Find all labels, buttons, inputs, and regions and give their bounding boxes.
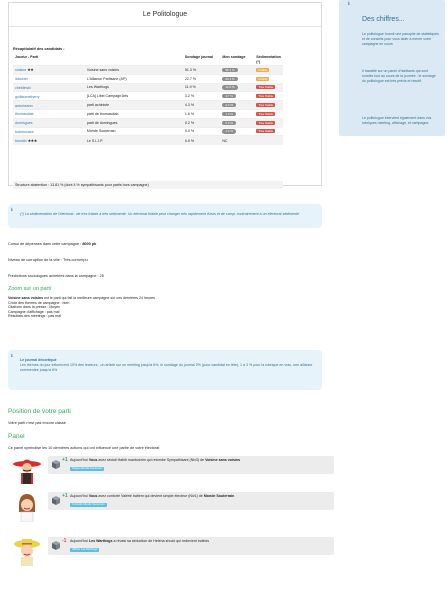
mon-sondage-cell	[220, 109, 254, 118]
sedimentation-cell	[254, 83, 283, 92]
cube-icon	[52, 541, 60, 550]
table-row	[13, 127, 283, 136]
sedimentation-badge: Très friable	[258, 111, 274, 116]
player-link[interactable]: guillaumetherry	[15, 94, 40, 99]
cube-icon	[52, 460, 60, 469]
mon-sondage-pill: 4.7 %	[222, 94, 236, 98]
position-text: Votre parti n'est pas encore classé	[8, 421, 66, 425]
table-row	[13, 136, 283, 145]
mon-sondage-cell	[220, 66, 254, 75]
table-row	[13, 109, 283, 118]
player-cell	[13, 109, 85, 118]
corruption-line: Niveau de corruption de la ville : Très corrompu	[8, 258, 88, 262]
player-link[interactable]: bubmovaxe	[15, 129, 34, 134]
panel-event	[48, 537, 334, 555]
event-text: Aujourd'hui Vous avez conforté Valérie bafiem qui devient simple électeur (Niv1) de Monde Souterrain	[70, 494, 235, 498]
abstention-row: Structure abstention : 13.81 % (dont 4 % sympathisants pour partis hors campagne)	[13, 181, 283, 189]
mon-sondage-pill: 2.0 %	[222, 103, 236, 107]
position-heading: Position de votre parti	[8, 408, 71, 415]
sondage-cell: 0.2 %	[183, 118, 220, 127]
player-link[interactable]: domingues	[15, 121, 33, 126]
sidebar-title: Des chiffres...	[362, 16, 405, 23]
party-cell: parti de domingues	[85, 118, 183, 127]
sedimentation-text: (*) La sédimentation de l'électorat : de très friable à très sédimenté. Un électorat friable peut changer très rapidement d'avis et de camp, contrairement à un électorat sédimenté	[20, 212, 300, 216]
table-row	[13, 92, 283, 101]
event-tag: Curiosité Monde Souterrain	[72, 503, 105, 506]
zoom-line-4: Campagne d'affichage : pas mal	[8, 309, 60, 314]
zoom-line-2: Choix des themes de campagne : bien	[8, 300, 70, 305]
sedimentation-cell	[254, 74, 283, 83]
player-link[interactable]: biondin	[15, 139, 27, 144]
table-row	[13, 83, 283, 92]
cumul-line: Cumul de dépenses dans cette campagne : 8000 pk	[8, 242, 97, 246]
party-cell: parti de thomasdiab	[85, 109, 183, 118]
player-cell	[13, 66, 85, 75]
journal-info	[8, 350, 322, 390]
avatar-mexican-icon	[12, 455, 42, 485]
player-link[interactable]: voisine	[15, 68, 27, 73]
panel-event	[48, 492, 334, 510]
party-cell: L'Alliance Partisane (AP)	[85, 74, 183, 83]
sondage-cell: 1.6 %	[183, 109, 220, 118]
col-mon: Mon sondage	[222, 55, 246, 59]
table-row	[13, 66, 283, 75]
sidebar-para-1: Le politologue fournit une panoplie de statistiques et de conseils pour vous aider à mener votre campagne en cours	[362, 32, 439, 47]
sedimentation-badge: Friable	[258, 67, 268, 72]
mon-sondage-cell	[220, 127, 254, 136]
mon-sondage-cell	[220, 136, 254, 145]
sondage-cell: 22.7 %	[183, 74, 220, 83]
player-cell	[13, 92, 85, 101]
sedimentation-cell	[254, 118, 283, 127]
mon-sondage-cell	[220, 83, 254, 92]
sondage-cell: 51.3 %	[183, 66, 220, 75]
sedimentation-badge: Friable	[258, 76, 268, 81]
mon-sondage-pill: 12.6 %	[222, 85, 237, 89]
journal-title: Le journal décortiqué	[20, 358, 57, 362]
sondage-cell: 4.3 %	[183, 101, 220, 110]
info-icon: ℹ	[11, 353, 13, 358]
mon-sondage-pill: 55.1 %	[222, 68, 237, 72]
col-sed: Sédimentation (*)	[256, 55, 281, 64]
player-link[interactable]: antoinsano	[15, 103, 33, 108]
cube-icon	[52, 496, 60, 505]
player-cell	[13, 118, 85, 127]
main-content	[2, 0, 330, 600]
politologue-panel	[8, 2, 322, 186]
info-icon: ℹ	[348, 1, 350, 6]
mon-sondage-cell	[220, 101, 254, 110]
player-cell	[13, 127, 85, 136]
sedimentation-cell	[254, 136, 283, 145]
mon-sondage-pill: 23.1 %	[222, 77, 237, 81]
zoom-line-1: Voisine sans voisins est le parti qui fait la meilleure campagne sur ces dernières 24 heures	[8, 296, 155, 300]
sedimentation-cell	[254, 92, 283, 101]
panel-event	[48, 456, 334, 474]
delta-value: +1	[62, 457, 68, 463]
mon-sondage-cell	[220, 118, 254, 127]
party-cell: parti achiniste	[85, 101, 183, 110]
mon-sondage-value: NC	[222, 138, 228, 143]
sedimentation-cell	[254, 127, 283, 136]
sondage-cell: 11.9 %	[183, 83, 220, 92]
zoom-details	[8, 296, 155, 319]
col-sondage: Sondage journal	[184, 55, 214, 59]
mon-sondage-pill: 1.3 %	[222, 129, 236, 133]
player-cell	[13, 136, 85, 145]
mon-sondage-pill: 0.0 %	[222, 121, 236, 125]
delta-value: -1	[62, 538, 67, 544]
sedimentation-badge: Très friable	[258, 103, 274, 108]
candidates-table	[13, 54, 283, 145]
event-tag: Affiche Les Warthogs	[72, 548, 98, 551]
player-link[interactable]: thomasdiab	[15, 112, 34, 117]
predictions-line: Prédictions sociologues achetées dans la campagne : 25	[8, 274, 104, 278]
party-cell: Les Warthogs	[85, 83, 183, 92]
delta-value: +1	[62, 493, 68, 499]
journal-text: Les thèmes du jour influencent 10% des lecteurs , un article sur un meeting jusqu'à 6%, le sondage du journal 2% (pour candidat en tête), 1 à 3 % pour la rubrique en vrac, une alliance commentée jusqu'à 6%	[20, 363, 313, 373]
candidates-body	[13, 66, 283, 145]
table-row	[13, 118, 283, 127]
player-link[interactable]: lidoonet	[15, 77, 28, 82]
table-row	[13, 74, 283, 83]
sedimentation-badge: Très friable	[258, 85, 274, 90]
avatar-woman-icon	[12, 492, 42, 522]
party-cell: Monde Souterrain	[85, 127, 183, 136]
sedimentation-badge: Très friable	[258, 94, 274, 99]
sondage-cell: 0.0 %	[183, 136, 220, 145]
zoom-line-5: Résultats des meetings : pas mal	[8, 314, 61, 319]
party-cell: [LCA] Libel Campagn'Arts	[85, 92, 183, 101]
sidebar-para-3: Le politologue intervient également dans vos rubriques meeting, affichage, et campagne.	[362, 116, 432, 126]
player-cell	[13, 101, 85, 110]
sedimentation-cell	[254, 109, 283, 118]
sondage-cell: 3.2 %	[183, 92, 220, 101]
zoom-line-3: Citations dans la presse : Moyen	[8, 305, 61, 310]
panel-intro: Ce panel symbolise les 10 dernières actions qui ont influencé une partie de votre électorat	[8, 446, 160, 450]
mon-sondage-cell	[220, 74, 254, 83]
sedimentation-cell	[254, 101, 283, 110]
sedimentation-info	[8, 204, 322, 228]
player-cell	[13, 74, 85, 83]
info-icon: ℹ	[11, 207, 13, 212]
sedimentation-badge: Très friable	[258, 129, 274, 134]
sondage-cell: 0.0 %	[183, 127, 220, 136]
col-party	[85, 54, 183, 66]
panel-heading: Panel	[8, 433, 25, 440]
sidebar-para-2: Il travaille sur un panel d'habitants qui sont sondés tout au cours de la journée : le sondage du politologue est très précis et réactif.	[362, 69, 436, 84]
party-cell: Le S.I.J.P.	[85, 136, 183, 145]
mon-sondage-pill: 1.3 %	[222, 112, 236, 116]
sedimentation-badge: Très friable	[258, 120, 274, 125]
page-title: Le Politologue	[9, 3, 321, 27]
zoom-heading: Zoom sur un parti	[8, 286, 52, 292]
rank-stars: ★★	[27, 67, 34, 73]
event-tag: Slogan Monde Souterrain	[72, 467, 103, 470]
recap-label: Récapitulatif des candidats :	[13, 47, 65, 51]
party-cell: Voisine sans voisins	[85, 66, 183, 75]
event-text: Aujourd'hui Les Warthogs a réussi sa séduction de Helena shozö qui redevient indécis	[70, 539, 210, 543]
avatar-hat-woman-icon	[12, 536, 42, 566]
sedimentation-cell	[254, 66, 283, 75]
col-player: Joueur - Parti	[15, 55, 39, 59]
mon-sondage-cell	[220, 92, 254, 101]
rank-stars: ★★★	[27, 138, 37, 144]
event-text: Aujourd'hui Vous avez séduit Habib manbokrim qui retombe Sympathisant (Niv3) de Voisine sans voisins	[70, 458, 241, 462]
sidebar-info	[339, 0, 445, 136]
player-cell	[13, 83, 85, 92]
table-row	[13, 101, 283, 110]
player-link[interactable]: cheblinski	[15, 85, 31, 90]
